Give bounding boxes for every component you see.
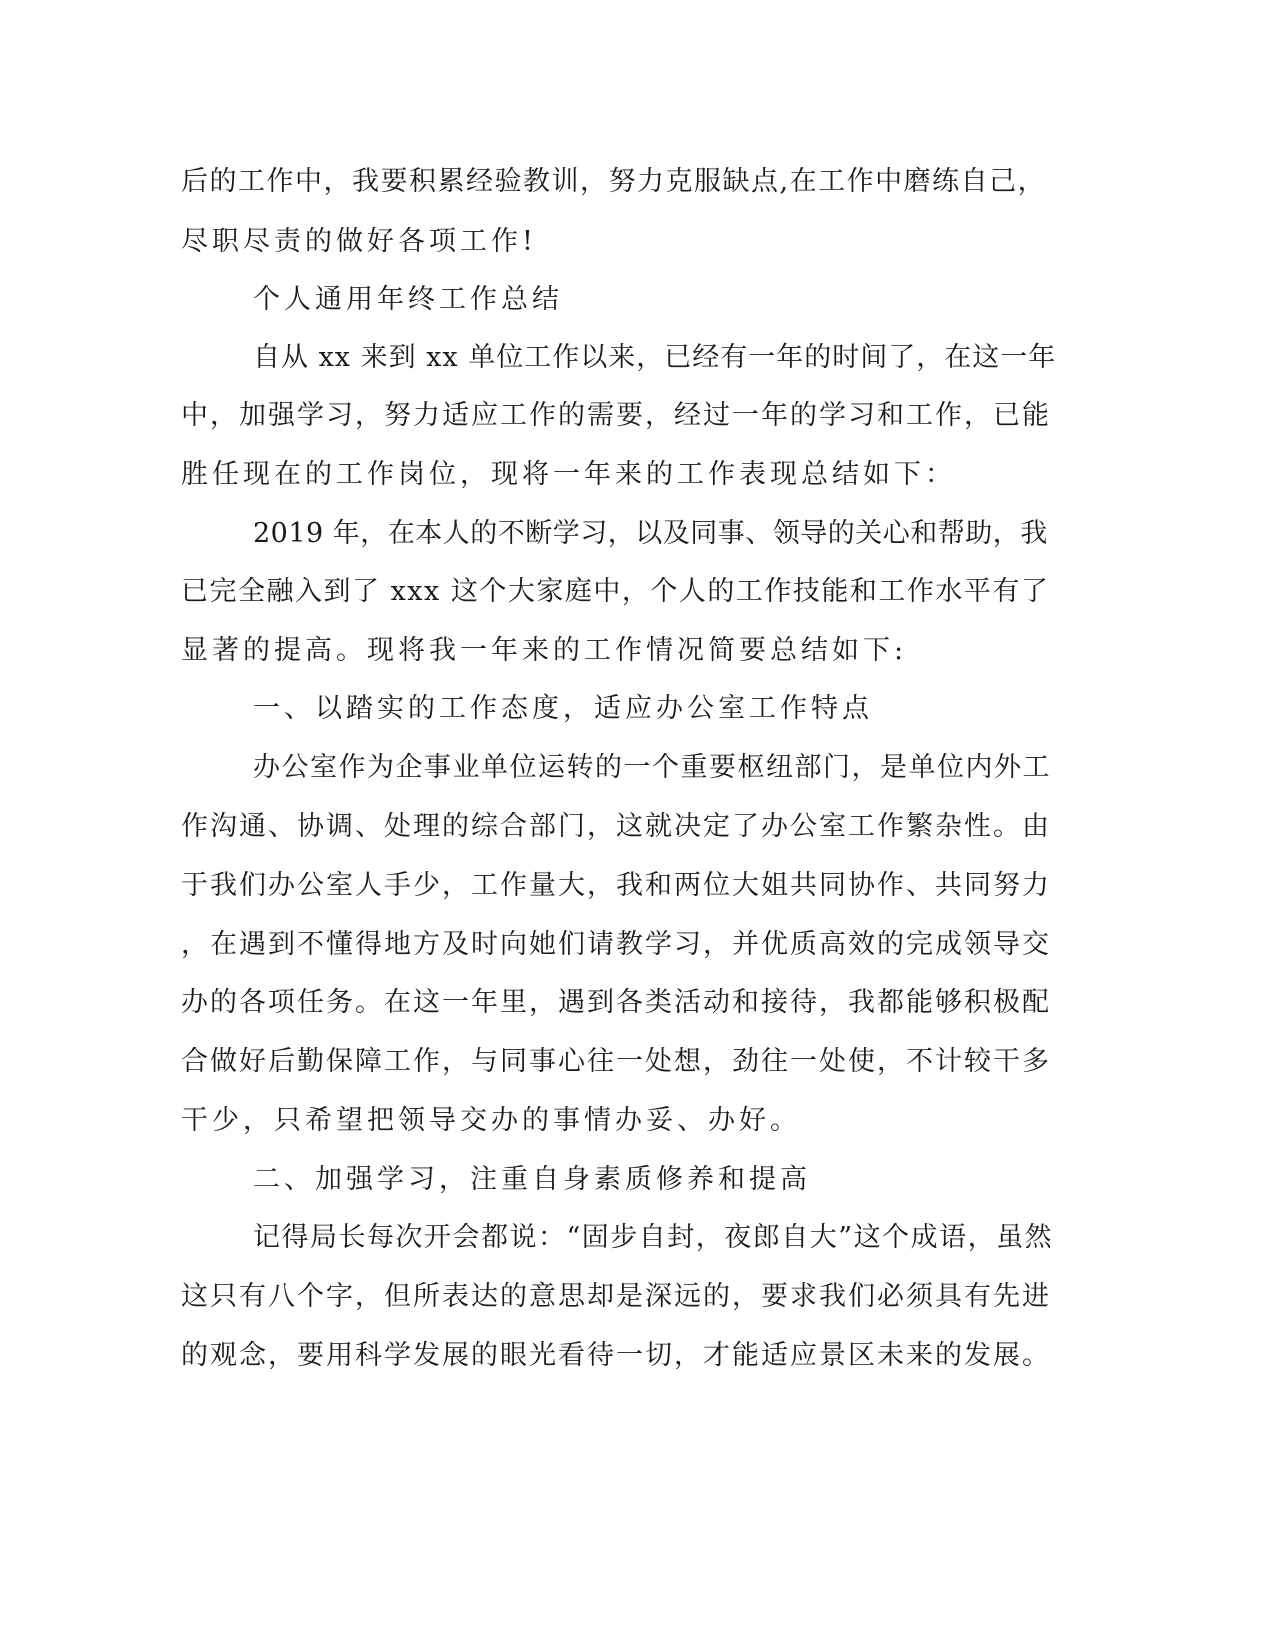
text-line: 记得局长每次开会都说：“固步自封，夜郎自大”这个成语，虽然 xyxy=(253,1222,1054,1253)
text-line: 这只有八个字，但所表达的意思却是深远的，要求我们必须具有先进 xyxy=(181,1281,1051,1312)
text-line: 胜任现在的工作岗位，现将一年来的工作表现总结如下： xyxy=(181,459,956,490)
text-line: 办的各项任务。在这一年里，遇到各类活动和接待，我都能够积极配 xyxy=(181,987,1051,1018)
text-line: 中，加强学习，努力适应工作的需要，经过一年的学习和工作，已能 xyxy=(181,400,1051,431)
text-line: 尽职尽责的做好各项工作! xyxy=(181,226,537,257)
text-line: 2019 年，在本人的不断学习，以及同事、领导的关心和帮助，我 xyxy=(253,518,1048,549)
text-line: ，在遇到不懂得地方及时向她们请教学习，并优质高效的完成领导交 xyxy=(181,929,1051,960)
section-title: 个人通用年终工作总结 xyxy=(253,284,563,315)
section-heading: 二、加强学习，注重自身素质修养和提高 xyxy=(253,1164,811,1195)
text-line: 办公室作为企事业单位运转的一个重要枢纽部门，是单位内外工 xyxy=(253,752,1051,783)
text-line: 干少，只希望把领导交办的事情办妥、办好。 xyxy=(181,1105,801,1136)
section-heading: 一、以踏实的工作态度，适应办公室工作特点 xyxy=(253,693,873,724)
text-line: 显著的提高。现将我一年来的工作情况简要总结如下: xyxy=(181,635,908,666)
text-line: 合做好后勤保障工作，与同事心往一处想，劲往一处使，不计较干多 xyxy=(181,1046,1051,1077)
text-line: 作沟通、协调、处理的综合部门，这就决定了办公室工作繁杂性。由 xyxy=(181,811,1051,842)
text-line: 已完全融入到了 xxx 这个大家庭中，个人的工作技能和工作水平有了 xyxy=(181,576,1050,607)
text-line: 自从 xx 来到 xx 单位工作以来，已经有一年的时间了，在这一年 xyxy=(253,342,1057,373)
text-line: 的观念，要用科学发展的眼光看待一切，才能适应景区未来的发展。 xyxy=(181,1340,1051,1371)
text-line: 后的工作中，我要积累经验教训，努力克服缺点,在工作中磨练自己， xyxy=(181,166,1047,197)
text-line: 于我们办公室人手少，工作量大，我和两位大姐共同协作、共同努力 xyxy=(181,870,1051,901)
